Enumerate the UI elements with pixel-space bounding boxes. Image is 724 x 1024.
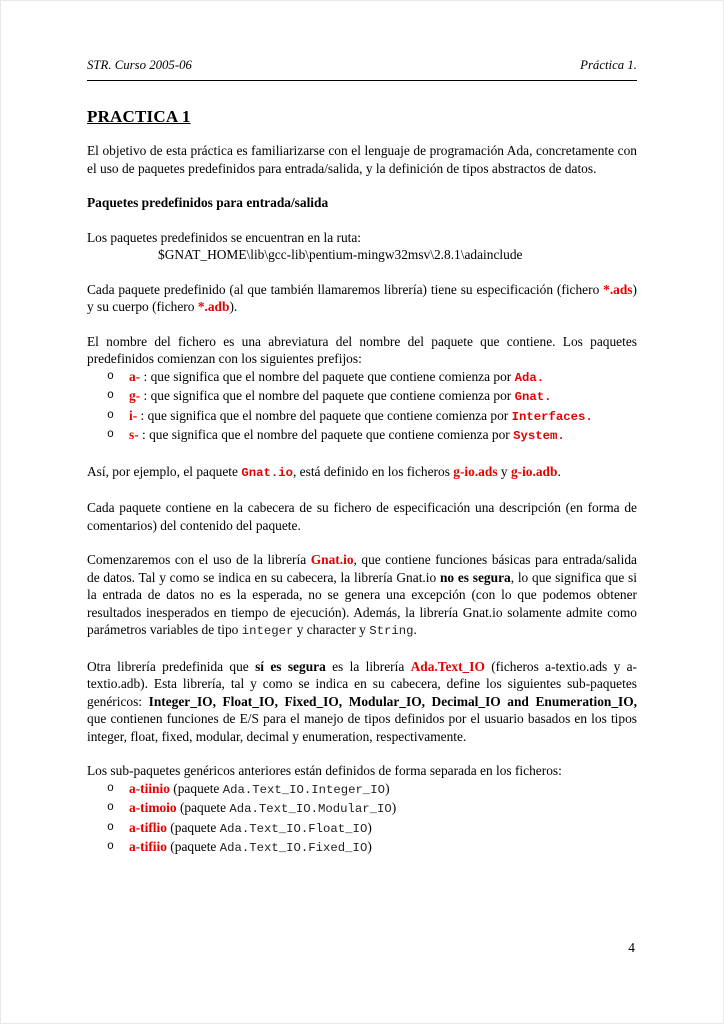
bullet-marker: o <box>107 428 114 441</box>
list-item-text: g- : que significa que el nombre del paquete que contiene comienza por Gnat. <box>129 388 552 404</box>
paragraph-gnatio: Comenzaremos con el uso de la librería Gnat.io, que contiene funciones básicas para entrada/salida de datos. Tal y como se indica en su cabecera, la librería Gnat.io no es segura, lo que significa que si la entrada de datos no es la esperada, no se genera una excepción (con lo que podemos obtener resultados inesperados en tiempo de ejecución). Además, la librería Gnat.io solamente admite como parámetros variables de tipo integer y character y String. <box>87 552 637 638</box>
list-item-text: i- : que significa que el nombre del paquete que contiene comienza por Interfaces. <box>129 407 593 424</box>
document-title <box>87 108 637 126</box>
list-item <box>87 838 637 858</box>
file-list <box>87 780 637 858</box>
section-heading: Paquetes predefinidos para entrada/salida <box>87 195 329 210</box>
page-header <box>87 57 637 81</box>
paragraph-filename-abbrev: El nombre del fichero es una abreviatura del nombre del paquete que contiene. Los paquetes predefinidos comienzan con los siguientes prefijos: <box>87 333 637 366</box>
bullet-marker: o <box>107 801 114 814</box>
list-item <box>87 407 637 427</box>
gnat-path: $GNAT_HOME\lib\gcc-lib\pentium-mingw32msv\2.8.1\adainclude <box>158 247 523 262</box>
paragraph-header-desc: Cada paquete contiene en la cabecera de su fichero de especificación una descripción (en forma de comentarios) del contenido del paquete. <box>87 500 637 533</box>
header-right: Práctica 1. <box>580 58 637 72</box>
bullet-marker: o <box>107 820 114 834</box>
list-item <box>87 819 637 839</box>
header-left: STR. Curso 2005-06 <box>87 58 192 72</box>
list-item-text: s- : que significa que el nombre del paquete que contiene comienza por System. <box>129 427 565 443</box>
bullet-marker: o <box>107 408 114 422</box>
page-number: 4 <box>628 940 635 955</box>
paragraph-intro: El objetivo de esta práctica es familiarizarse con el lenguaje de programación Ada, concretamente con el uso de paquetes predefinidos para entrada/salida, y la definición de tipos abstractos de datos. <box>87 143 637 176</box>
list-item-text: a- : que significa que el nombre del paquete que contiene comienza por Ada. <box>129 368 545 385</box>
paragraph-adatextio: Otra librería predefinida que sí es segura es la librería Ada.Text_IO (ficheros a-textio.ads y a-textio.adb). Esta librería, tal y como se indica en su cabecera, define los siguientes sub-paquetes genéricos: Integer_IO, Float_IO, Fixed_IO, Modular_IO, Decimal_IO and Enumeration_IO, que contienen funciones de E/S para el manejo de tipos definidos por el usuario basados en los tipos integer, float, fixed, modular, decimal y enumeration, respectivamente. <box>87 658 638 744</box>
list-item-text: a-timoio (paquete Ada.Text_IO.Modular_IO) <box>129 800 397 816</box>
paragraph-route-intro: Los paquetes predefinidos se encuentran en la ruta: <box>87 229 362 245</box>
bullet-marker: o <box>107 369 114 383</box>
list-item <box>87 387 637 407</box>
bullet-marker: o <box>107 389 114 402</box>
list-item-text: a-tifiio (paquete Ada.Text_IO.Fixed_IO) <box>129 839 372 855</box>
bullet-marker: o <box>107 781 114 795</box>
paragraph-subpackages-intro: Los sub-paquetes genéricos anteriores están definidos de forma separada en los ficheros: <box>87 763 562 778</box>
document-title-text: PRACTICA 1 <box>87 106 191 126</box>
bullet-marker: o <box>107 840 114 853</box>
paragraph-example: Así, por ejemplo, el paquete Gnat.io, está definido en los ficheros g-io.ads y g-io.adb. <box>87 463 561 480</box>
list-item-text: a-tiinio (paquete Ada.Text_IO.Integer_IO) <box>129 780 390 797</box>
list-item <box>87 426 637 446</box>
list-item <box>87 799 637 819</box>
list-item <box>87 780 637 800</box>
list-item <box>87 368 637 388</box>
prefix-list <box>87 368 637 446</box>
list-item-text: a-tiflio (paquete Ada.Text_IO.Float_IO) <box>129 819 372 836</box>
paragraph-spec-body: Cada paquete predefinido (al que también llamaremos librería) tiene su especificación (fichero *.ads) y su cuerpo (fichero *.adb). <box>87 281 637 314</box>
